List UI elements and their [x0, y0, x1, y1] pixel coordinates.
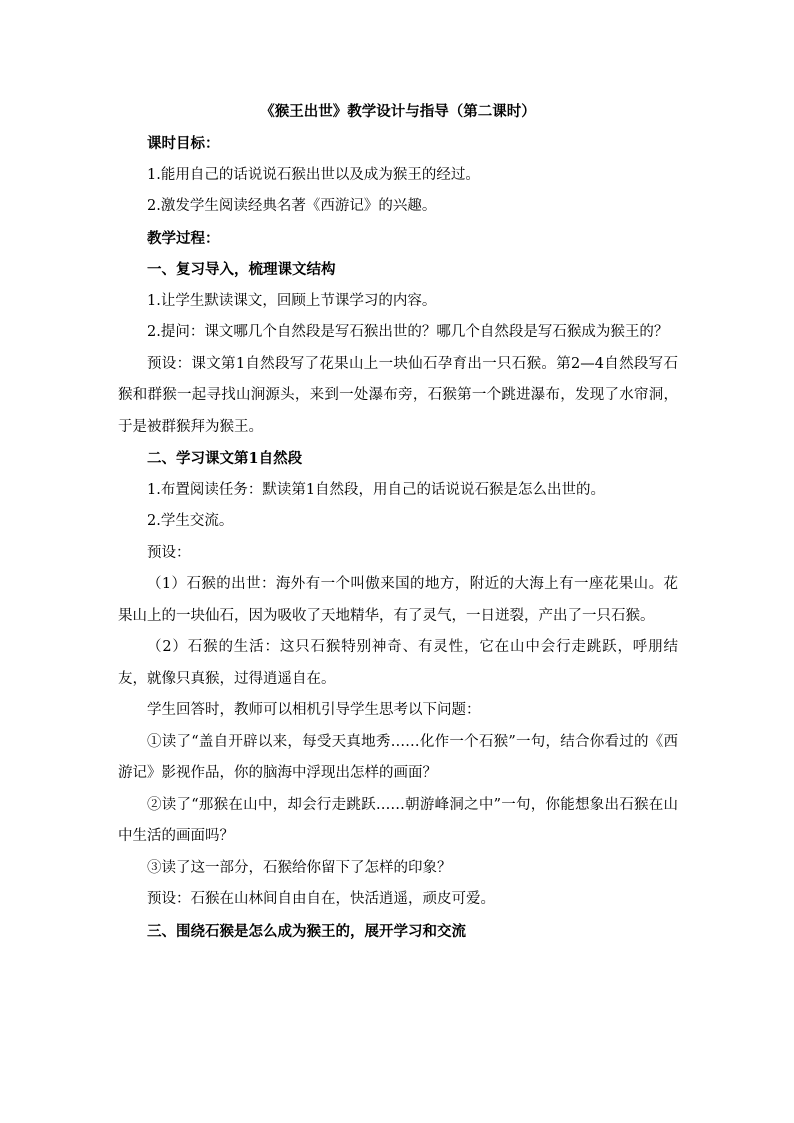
paragraph: ①读了“盖自开辟以来，每受天真地秀……化作一个石猴”一句，结合你看过的《西游记》影视作品，你的脑海中浮现出怎样的画面？ [118, 733, 678, 781]
paragraph: 2.学生交流。 [147, 513, 234, 529]
paragraph: ②读了“那猴在山中，却会行走跳跃……朝游峰洞之中”一句，你能想象出石猴在山中生活的画面吗？ [118, 796, 678, 844]
paragraph: 预设： [147, 544, 191, 561]
paragraph: 预设：石猴在山林间自由自在，快活逍遥，顽皮可爱。 [147, 891, 495, 907]
paragraph: 预设：课文第1自然段写了花果山上一块仙石孕育出一只石猴。第2—4自然段写石猴和群猴一起寻找山涧源头，来到一处瀑布旁，石猴第一个跳进瀑布，发现了水帘洞，于是被群猴拜为猴王。 [118, 355, 678, 435]
paragraph: 1.布置阅读任务：默读第1自然段，用自己的话说说石猴是怎么出世的。 [147, 481, 606, 498]
document-title: 《猴王出世》教学设计与指导（第二课时） [260, 103, 536, 120]
section-heading-process: 教学过程： [147, 229, 220, 247]
paragraph: 1.让学生默读课文，回顾上节课学习的内容。 [147, 292, 437, 309]
step-heading-3: 三、围绕石猴是怎么成为猴王的，展开学习和交流 [147, 922, 466, 940]
paragraph: 学生回答时，教师可以相机引导学生思考以下问题： [147, 702, 481, 718]
objective-item-2: 2.激发学生阅读经典名著《西游记》的兴趣。 [147, 198, 437, 214]
document-body [118, 128, 678, 947]
paragraph: （1）石猴的出世：海外有一个叫傲来国的地方，附近的大海上有一座花果山。花果山上的一块仙石，因为吸收了天地精华，有了灵气，一日迸裂，产出了一只石猴。 [118, 576, 678, 624]
section-heading-objectives: 课时目标： [147, 135, 220, 152]
step-heading-2: 二、学习课文第1自然段 [147, 450, 303, 467]
paragraph: 2.提问：课文哪几个自然段是写石猴出世的？哪几个自然段是写石猴成为猴王的？ [147, 324, 669, 340]
objective-item-1: 1.能用自己的话说说石猴出世以及成为猴王的经过。 [147, 166, 480, 183]
step-heading-1: 一、复习导入，梳理课文结构 [147, 261, 336, 278]
document-page [118, 96, 678, 947]
paragraph: ③读了这一部分，石猴给你留下了怎样的印象？ [147, 859, 452, 876]
paragraph: （2）石猴的生活：这只石猴特别神奇、有灵性，它在山中会行走跳跃，呼朋结友，就像只真猴，过得逍遥自在。 [118, 639, 678, 687]
